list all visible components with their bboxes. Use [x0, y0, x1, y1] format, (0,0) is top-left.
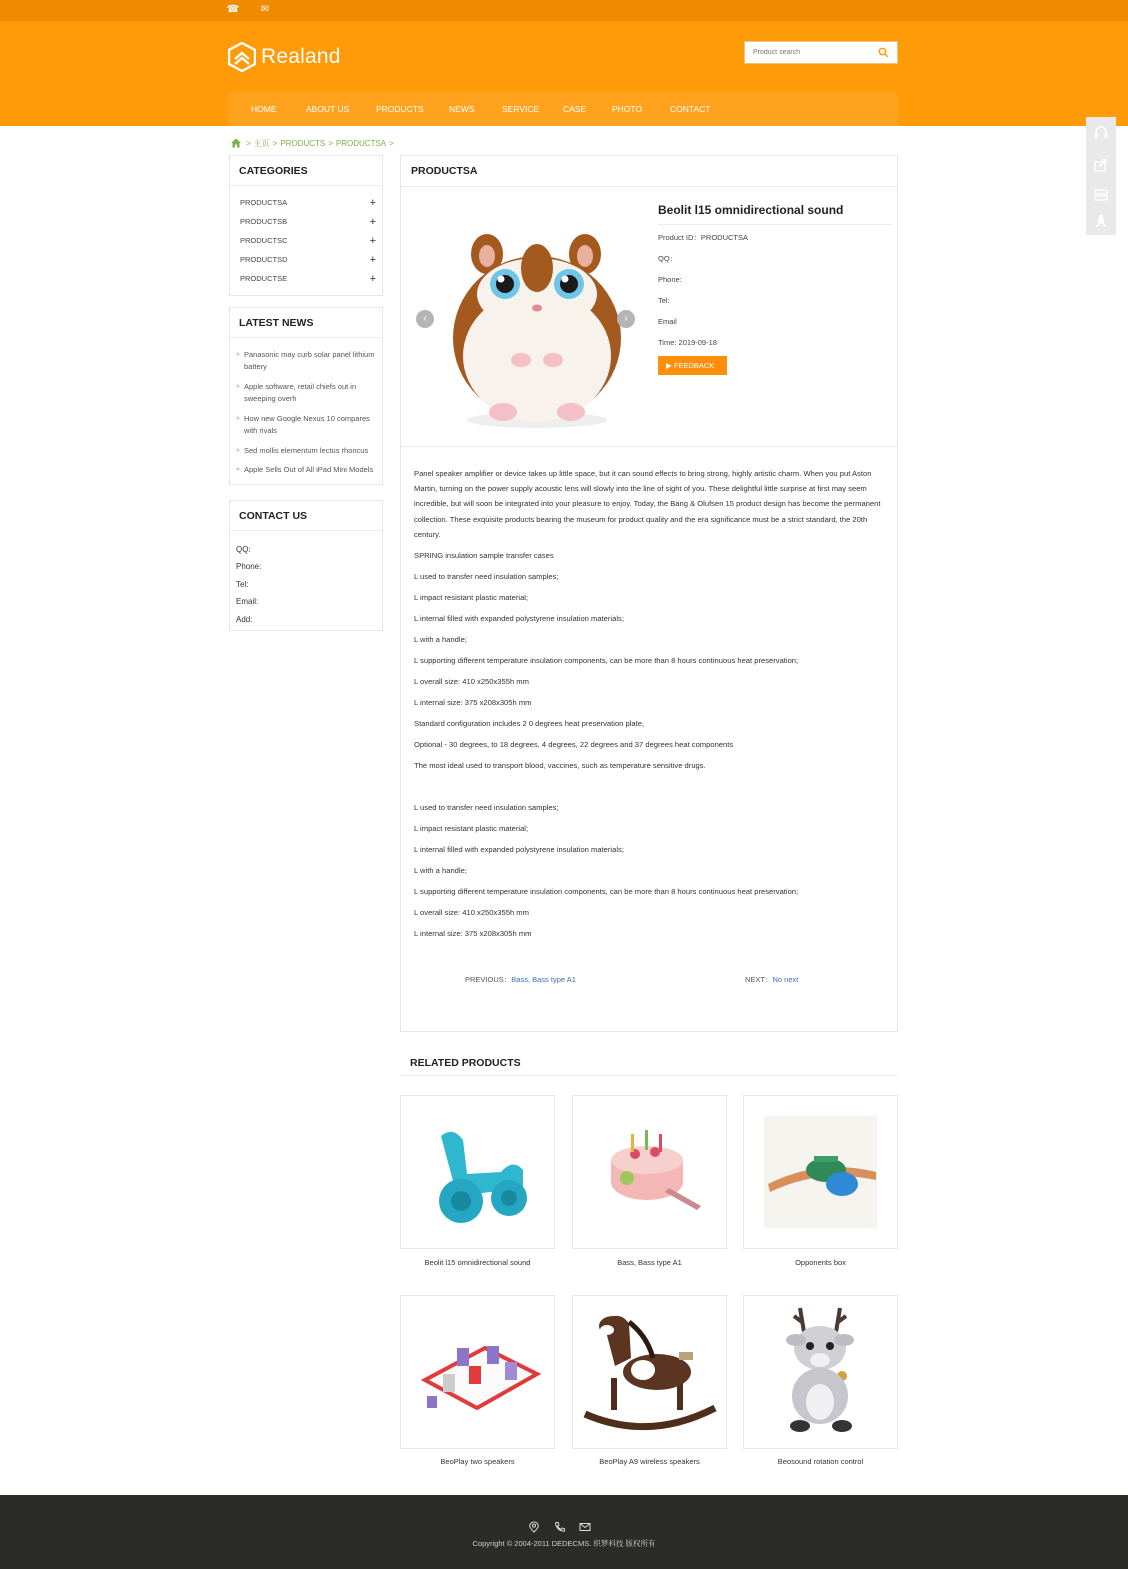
news-item[interactable]: » How new Google Nexus 10 compares with rivals: [236, 413, 384, 437]
related-products-title: RELATED PRODUCTS: [400, 1050, 898, 1076]
product-time: Time: 2019-09-18: [658, 338, 717, 347]
list-icon[interactable]: [1093, 187, 1109, 203]
contact-us-title: CONTACT US: [230, 501, 382, 531]
news-item[interactable]: » Apple Sells Out of All iPad Mini Models: [236, 464, 384, 476]
nav-home[interactable]: HOME: [251, 104, 277, 114]
nav-news[interactable]: NEWS: [449, 104, 475, 114]
mail-icon[interactable]: [579, 1521, 591, 1533]
previous-link[interactable]: [465, 974, 576, 985]
product-tel: Tel:: [658, 296, 670, 305]
related-product-card[interactable]: [400, 1295, 555, 1449]
feedback-label: FEEDBACK: [673, 361, 715, 370]
product-thumbnail: [573, 1096, 726, 1248]
product-image[interactable]: [413, 198, 643, 438]
category-label: PRODUCTSE: [240, 274, 288, 283]
site-footer: [0, 1495, 1128, 1569]
next-link[interactable]: [745, 974, 798, 985]
description-line: Optional - 30 degrees, to 18 degrees, 4 degrees, 22 degrees and 37 degrees heat components: [414, 740, 734, 750]
top-bar: [0, 0, 1128, 21]
description-line: L internal size: 375 x208x305h mm: [414, 698, 532, 708]
contact-us-box: [229, 500, 383, 631]
home-icon[interactable]: [231, 138, 241, 148]
search-icon[interactable]: [878, 47, 889, 58]
contact-qq: QQ:: [236, 545, 251, 554]
copyright-text: Copyright © 2004-2011 DEDECMS. 织梦科技 版权所有: [472, 1539, 656, 1548]
next-label: NEXT：: [745, 975, 773, 984]
category-label: PRODUCTSA: [240, 198, 288, 207]
product-id: Product ID：PRODUCTSA: [658, 233, 749, 242]
category-item-productsb[interactable]: [240, 213, 376, 231]
expand-icon[interactable]: +: [369, 216, 376, 228]
breadcrumb-separator: >: [272, 138, 278, 148]
category-label: PRODUCTSB: [240, 217, 288, 226]
customer-service-icon[interactable]: [1093, 125, 1109, 141]
related-product-card[interactable]: [572, 1295, 727, 1449]
description-line: Standard configuration includes 2 0 degrees heat preservation plate,: [414, 719, 645, 729]
breadcrumb: [231, 137, 397, 149]
product-search: [744, 41, 898, 64]
latest-news-title: LATEST NEWS: [230, 308, 382, 338]
product-email: Email: [658, 317, 677, 326]
breadcrumb-productsa[interactable]: PRODUCTSA: [335, 138, 387, 148]
breadcrumb-separator: >: [328, 138, 333, 148]
description-line: L with a handle;: [414, 635, 467, 645]
latest-news-box: [229, 307, 383, 485]
location-icon[interactable]: [528, 1521, 540, 1533]
contact-tel: Tel:: [236, 580, 249, 589]
description-line: L used to transfer need insulation samples;: [414, 803, 559, 813]
breadcrumb-separator: >: [246, 138, 251, 148]
related-product-card[interactable]: [743, 1095, 898, 1249]
main-nav: [228, 92, 898, 126]
category-item-productsc[interactable]: [240, 232, 376, 250]
description-line: The most ideal used to transport blood, vaccines, such as temperature sensitive drugs.: [414, 761, 706, 771]
mail-icon[interactable]: ✉: [260, 4, 270, 15]
related-product-name[interactable]: Bass, Bass type A1: [617, 1258, 682, 1267]
nav-photo[interactable]: PHOTO: [612, 104, 643, 114]
related-product-name[interactable]: Opponents box: [795, 1258, 846, 1267]
description-line: L internal size: 375 x208x305h mm: [414, 929, 532, 939]
product-description: [414, 466, 888, 947]
contact-phone: Phone:: [236, 562, 262, 571]
categories-title: CATEGORIES: [230, 156, 382, 186]
expand-icon[interactable]: +: [369, 197, 376, 209]
related-product-name[interactable]: BeoPlay two speakers: [440, 1457, 515, 1466]
description-line: L supporting different temperature insulation components, can be more than 8 hours continuous heat preservation;: [414, 656, 799, 666]
product-name: Beolit l15 omnidirectional sound: [658, 203, 892, 225]
share-icon[interactable]: [1093, 157, 1109, 173]
phone-icon[interactable]: [554, 1521, 566, 1533]
feedback-button[interactable]: [658, 356, 727, 375]
nav-products[interactable]: PRODUCTS: [376, 104, 424, 114]
product-thumbnail: [401, 1296, 554, 1448]
news-item[interactable]: » Sed mollis elementum lectus rhoncus: [236, 445, 384, 457]
related-product-name[interactable]: BeoPlay A9 wireless speakers: [599, 1457, 700, 1466]
related-product-name[interactable]: Beolit l15 omnidirectional sound: [424, 1258, 531, 1267]
related-product-card[interactable]: [572, 1095, 727, 1249]
product-info: [658, 203, 892, 353]
site-logo[interactable]: [228, 42, 341, 72]
page-title: PRODUCTSA: [401, 156, 897, 187]
product-phone: Phone:: [658, 275, 682, 284]
expand-icon[interactable]: +: [369, 254, 376, 266]
category-label: PRODUCTSD: [240, 255, 288, 264]
product-qq: QQ：: [658, 254, 678, 263]
breadcrumb-separator: >: [389, 138, 394, 148]
nav-service[interactable]: SERVICE: [502, 104, 540, 114]
gallery-prev-button[interactable]: ‹: [416, 310, 434, 328]
phone-icon[interactable]: ☎: [226, 4, 240, 15]
next-title[interactable]: No next: [772, 975, 799, 984]
category-item-productsd[interactable]: [240, 251, 376, 269]
category-label: PRODUCTSC: [240, 236, 288, 245]
product-gallery: [413, 198, 643, 438]
news-item[interactable]: » Apple software, retail chiefs out in sweeping overh: [236, 381, 384, 405]
description-line: L overall size: 410 x250x355h mm: [414, 677, 529, 687]
breadcrumb-products[interactable]: PRODUCTS: [280, 138, 326, 148]
categories-box: [229, 155, 383, 296]
description-line: SPRING insulation sample transfer cases: [414, 551, 554, 561]
product-thumbnail: [744, 1096, 897, 1248]
site-header: [0, 0, 1128, 126]
floating-toolbar: [1086, 117, 1116, 235]
gallery-next-button[interactable]: ›: [617, 310, 635, 328]
logo-mark-icon: [228, 42, 256, 72]
description-line: L supporting different temperature insulation components, can be more than 8 hours continuous heat preservation;: [414, 887, 799, 897]
description-intro: Panel speaker amplifier or device takes up little space, but it can sound effects to bring strong, highly artistic charm. When you put Aston Martin, turning on the power supply acoustic lens will slowly into the line of sight of you. These delightful little surprise at first may seem incredible, but will soon be integrated into your pleasure to enjoy. Today, the Bang & Olufsen 15 product design has become the permanent collection. These exquisite products bearing the museum for product quality and the era significance must be a strict standard, the 20th century.: [414, 469, 881, 539]
news-item[interactable]: » Panasonic may curb solar panel lithium battery: [236, 349, 384, 373]
contact-email: Email:: [236, 597, 259, 606]
related-product-card[interactable]: [743, 1295, 898, 1449]
logo-text: Realand: [261, 45, 341, 68]
description-line: L impact resistant plastic material;: [414, 824, 529, 834]
breadcrumb-home[interactable]: 主页: [253, 138, 270, 148]
related-product-card[interactable]: [400, 1095, 555, 1249]
contact-address: Add:: [236, 615, 253, 624]
description-line: L overall size: 410 x250x355h mm: [414, 908, 529, 918]
description-spacer: [414, 779, 888, 800]
description-line: L internal filled with expanded polystyrene insulation materials;: [414, 845, 624, 855]
related-product-name[interactable]: Beosound rotation control: [777, 1457, 864, 1466]
category-item-productse[interactable]: [240, 270, 376, 288]
previous-label: PREVIOUS：: [465, 975, 512, 984]
search-input[interactable]: [745, 42, 873, 63]
description-line: L used to transfer need insulation samples;: [414, 572, 559, 582]
product-thumbnail: [401, 1096, 554, 1248]
rocket-top-icon[interactable]: [1093, 213, 1109, 229]
nav-case[interactable]: CASE: [563, 104, 587, 114]
expand-icon[interactable]: +: [369, 273, 376, 285]
description-line: L internal filled with expanded polystyrene insulation materials;: [414, 614, 624, 624]
previous-title[interactable]: Bass, Bass type A1: [511, 975, 576, 984]
product-thumbnail: [744, 1296, 897, 1448]
category-item-productsa[interactable]: [240, 194, 376, 212]
nav-about-us[interactable]: ABOUT US: [306, 104, 350, 114]
description-line: L impact resistant plastic material;: [414, 593, 529, 603]
product-detail: [400, 155, 898, 1032]
divider: [401, 446, 897, 447]
description-line: L with a handle;: [414, 866, 467, 876]
expand-icon[interactable]: +: [369, 235, 376, 247]
nav-contact[interactable]: CONTACT: [670, 104, 711, 114]
product-thumbnail: [573, 1296, 726, 1448]
play-arrow-icon: ▶: [666, 361, 674, 370]
